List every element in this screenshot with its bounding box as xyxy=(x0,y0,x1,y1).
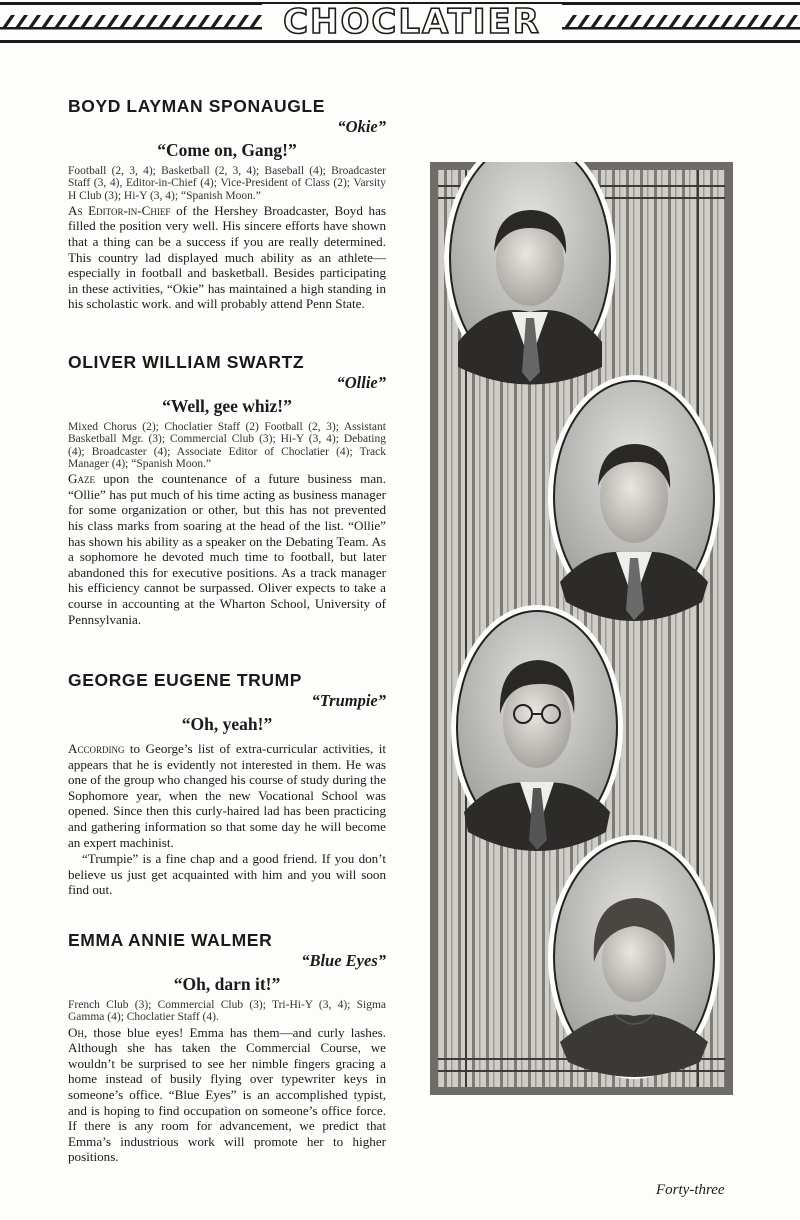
student-name: GEORGE EUGENE TRUMP xyxy=(68,670,303,690)
portrait-boyd xyxy=(444,162,616,385)
student-nickname: “Ollie” xyxy=(336,373,386,392)
bio-text: , those blue eyes! Emma has them—and curly lashes. Although she has taken the Commercial Course, we wouldn’t be surprised to see her nimble fingers gracing a home instead of busily flying over typewriter keys in someone’s office. “Blue Eyes” is an accomplished typist, and is hoping to find occupation on someone’s office force. If there is any room for advancement, we predict that Emma’s industrious work will promote her to higher positions. xyxy=(68,1024,386,1165)
student-nickname: “Trumpie” xyxy=(311,691,386,710)
bio-text: to George’s list of extra-curricular activities, it appears that he is evidently not interested in them. He was one of the group who changed his course of study during the Sophomore year, when the new Vocational School was opened. Since then this curly-haired lad has been practicing and gathering information so that some day he will become an expert machinist. xyxy=(68,741,386,850)
portrait-oliver xyxy=(548,375,720,621)
student-bio xyxy=(68,1025,386,1165)
bio-lead: Gaze xyxy=(68,471,95,487)
student-quote: “Well, gee whiz!” xyxy=(162,396,292,416)
student-quote: “Come on, Gang!” xyxy=(157,140,297,160)
header-title: CHOCLATIER xyxy=(262,4,562,40)
bio-text: upon the countenance of a future business man. “Ollie” has put much of his time acting as business manager for some organization or other, but this has not prevented his class marks from soaring at the head of the list. “Ollie” has shown his ability as a speaker on the Debating Team. As a sophomore he devoted much time to football, but later abandoned this for executive positions. As a track manager his efficiency cannot be surpassed. Oliver expects to take a course in accounting at the Wharton School, University of Pennsylvania. xyxy=(68,471,386,627)
bio-lead: Oh xyxy=(68,1024,84,1040)
page-header xyxy=(0,0,800,44)
student-nickname: “Blue Eyes” xyxy=(301,951,386,970)
student-name: BOYD LAYMAN SPONAUGLE xyxy=(68,96,325,116)
senior-entry xyxy=(68,930,386,1165)
portrait-george xyxy=(451,605,623,851)
student-name: EMMA ANNIE WALMER xyxy=(68,930,273,950)
student-activities: Mixed Chorus (2); Choclatier Staff (2) Football (2, 3); Assistant Basketball Mgr. (3); Commercial Club (3); Hi-Y (3, 4); Debating (4); Broadcaster (4); Associate Editor of Choclatier (4); Track Manager (4); “Spanish Moon.” xyxy=(68,421,386,470)
student-nickname: “Okie” xyxy=(337,117,386,136)
bio-text: of the Hershey Broadcaster, Boyd has filled the position very well. His sincere efforts have shown that a thing can be a success if you are really determined. This country lad displayed much ability as an athlete—especially in football and basketball. Besides participating in these activities, “Okie” has maintained a high standing in his scholastic work. and will probably attend Penn State. xyxy=(68,202,386,312)
bio-lead: According xyxy=(68,741,125,756)
student-quote: “Oh, darn it!” xyxy=(173,974,281,994)
student-name: OLIVER WILLIAM SWARTZ xyxy=(68,352,305,372)
student-bio xyxy=(68,203,386,312)
page-number: Forty-three xyxy=(656,1182,725,1198)
senior-entry xyxy=(68,352,386,627)
senior-entry xyxy=(68,670,386,898)
header-deco-left xyxy=(0,12,262,30)
student-bio-continued: “Trumpie” is a fine chap and a good friend. If you don’t believe us just get acquainted with him and you will soon find out. xyxy=(68,851,386,898)
portrait-panel xyxy=(430,162,733,1095)
student-bio xyxy=(68,741,386,850)
student-activities: French Club (3); Commercial Club (3); Tri-Hi-Y (3, 4); Sigma Gamma (4); Choclatier Staff (4). xyxy=(68,999,386,1024)
student-activities: Football (2, 3, 4); Basketball (2, 3, 4); Baseball (4); Broadcaster Staff (3, 4), Editor-in-Chief (4); Vice-President of Class (2); Varsity H Club (3); Hi-Y (3, 4); “Spanish Moon.” xyxy=(68,165,386,202)
bio-lead: As Editor-in-Chief xyxy=(68,202,171,218)
student-bio xyxy=(68,471,386,627)
portrait-emma xyxy=(548,835,720,1079)
student-quote: “Oh, yeah!” xyxy=(181,714,273,734)
senior-entry xyxy=(68,96,386,312)
header-deco-right xyxy=(562,12,800,30)
